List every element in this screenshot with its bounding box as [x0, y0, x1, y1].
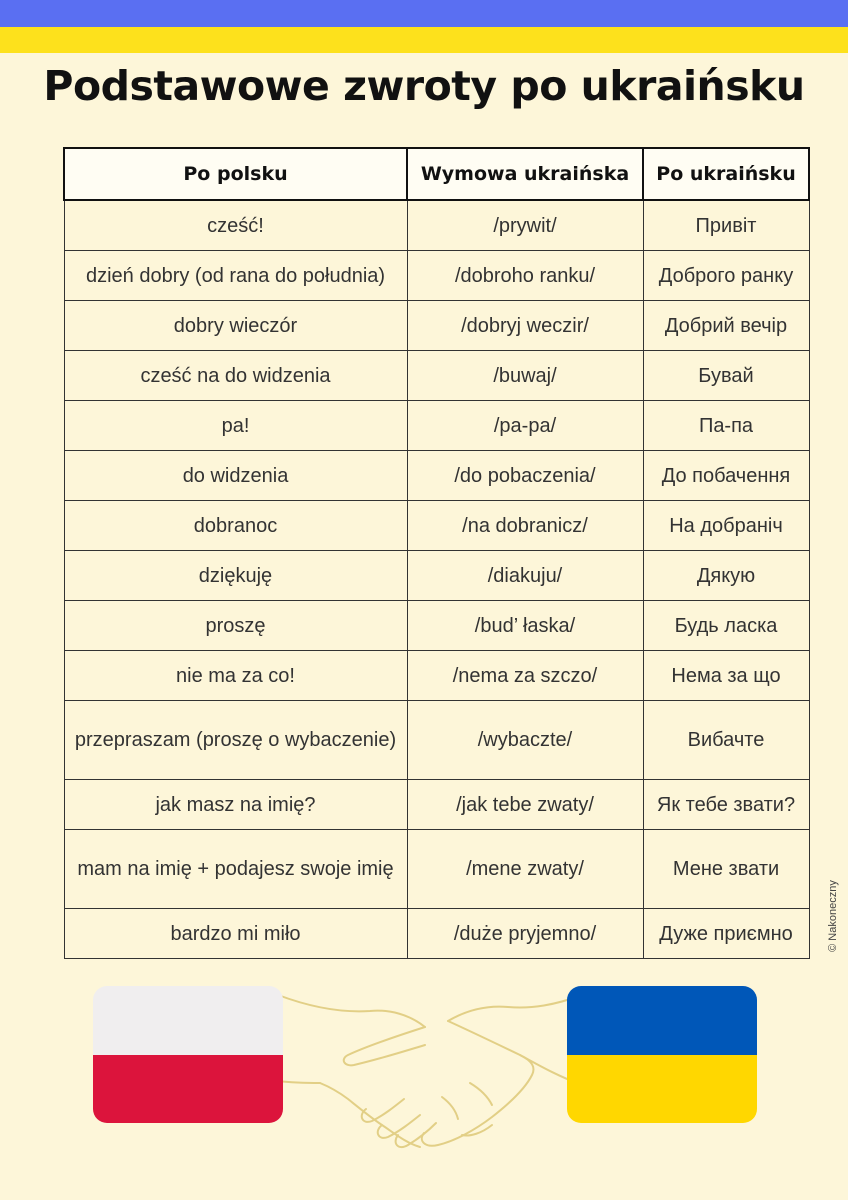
column-header-ukrainian: Po ukraińsku — [643, 148, 809, 200]
table-row — [64, 601, 809, 651]
cell-pronunciation: /duże pryjemno/ — [407, 909, 643, 959]
cell-pronunciation: /nema za szczo/ — [407, 651, 643, 701]
cell-polish: dobry wieczór — [64, 301, 407, 351]
table-header-row — [64, 148, 809, 200]
table-row — [64, 351, 809, 401]
poland-flag-icon — [93, 986, 283, 1123]
handshake-icon — [270, 985, 590, 1160]
cell-polish: pa! — [64, 401, 407, 451]
cell-polish: cześć! — [64, 200, 407, 251]
cell-ukrainian: До побачення — [643, 451, 809, 501]
cell-ukrainian: Як тебе звати? — [643, 780, 809, 830]
copyright-label — [827, 880, 839, 952]
cell-ukrainian: Дякую — [643, 551, 809, 601]
table-row — [64, 909, 809, 959]
cell-polish: mam na imię + podajesz swoje imię — [64, 830, 407, 909]
cell-pronunciation: /dobryj weczir/ — [407, 301, 643, 351]
cell-ukrainian: Вибачте — [643, 701, 809, 780]
table-row — [64, 651, 809, 701]
copyright-text: © Nakoneczny — [827, 880, 839, 952]
cell-polish: bardzo mi miło — [64, 909, 407, 959]
cell-polish: dziękuję — [64, 551, 407, 601]
cell-polish: nie ma za co! — [64, 651, 407, 701]
cell-pronunciation: /buwaj/ — [407, 351, 643, 401]
cell-ukrainian: Привіт — [643, 200, 809, 251]
cell-pronunciation: /pa-pa/ — [407, 401, 643, 451]
cell-polish: dzień dobry (od rana do południa) — [64, 251, 407, 301]
header-stripe-blue — [0, 0, 848, 27]
cell-pronunciation: /bud’ łaska/ — [407, 601, 643, 651]
cell-pronunciation: /diakuju/ — [407, 551, 643, 601]
page-title: Podstawowe zwroty po ukraińsku — [43, 62, 805, 110]
cell-ukrainian: Дуже приємно — [643, 909, 809, 959]
cell-pronunciation: /prywit/ — [407, 200, 643, 251]
table-row — [64, 701, 809, 780]
cell-polish: przepraszam (proszę o wybaczenie) — [64, 701, 407, 780]
table-row — [64, 780, 809, 830]
poland-flag-white-band — [93, 986, 283, 1055]
cell-ukrainian: Мене звати — [643, 830, 809, 909]
table-row — [64, 551, 809, 601]
cell-polish: cześć na do widzenia — [64, 351, 407, 401]
cell-ukrainian: На добраніч — [643, 501, 809, 551]
poland-flag-red-band — [93, 1055, 283, 1124]
cell-pronunciation: /na dobranicz/ — [407, 501, 643, 551]
cell-pronunciation: /dobroho ranku/ — [407, 251, 643, 301]
ukraine-flag-yellow-band — [567, 1055, 757, 1124]
header-stripe-yellow — [0, 27, 848, 53]
cell-ukrainian: Бувай — [643, 351, 809, 401]
cell-pronunciation: /wybaczte/ — [407, 701, 643, 780]
column-header-pronunciation: Wymowa ukraińska — [407, 148, 643, 200]
cell-ukrainian: Будь ласка — [643, 601, 809, 651]
ukraine-flag-icon — [567, 986, 757, 1123]
cell-ukrainian: Па-па — [643, 401, 809, 451]
column-header-polish: Po polsku — [64, 148, 407, 200]
table-row — [64, 830, 809, 909]
table-row — [64, 251, 809, 301]
ukraine-flag-blue-band — [567, 986, 757, 1055]
cell-ukrainian: Добрий вечір — [643, 301, 809, 351]
cell-polish: jak masz na imię? — [64, 780, 407, 830]
cell-pronunciation: /do pobaczenia/ — [407, 451, 643, 501]
cell-pronunciation: /mene zwaty/ — [407, 830, 643, 909]
table-row — [64, 301, 809, 351]
cell-ukrainian: Нема за що — [643, 651, 809, 701]
cell-ukrainian: Доброго ранку — [643, 251, 809, 301]
cell-polish: do widzenia — [64, 451, 407, 501]
table-row — [64, 401, 809, 451]
phrases-table — [63, 147, 810, 959]
cell-polish: dobranoc — [64, 501, 407, 551]
table-row — [64, 451, 809, 501]
cell-polish: proszę — [64, 601, 407, 651]
cell-pronunciation: /jak tebe zwaty/ — [407, 780, 643, 830]
table-row — [64, 501, 809, 551]
table-row — [64, 200, 809, 251]
